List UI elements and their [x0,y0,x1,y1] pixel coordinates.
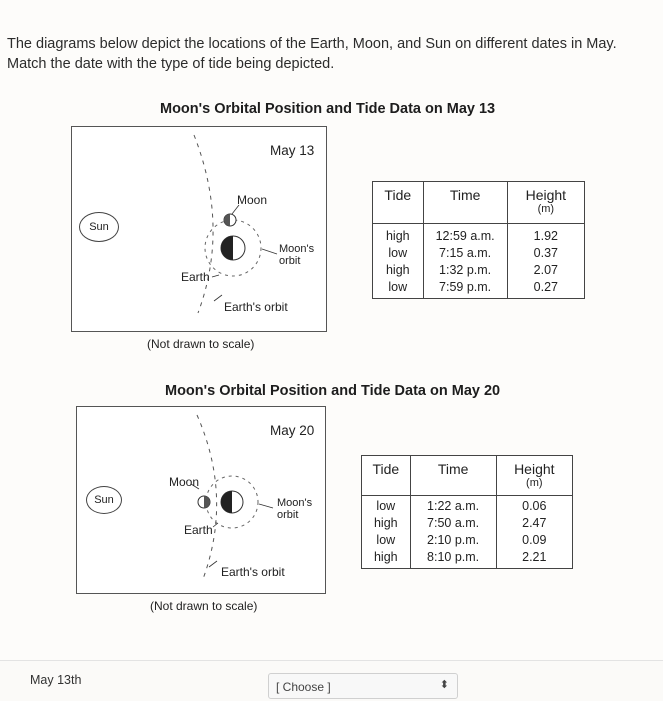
height-cell: 0.37 [507,245,584,262]
question-text: The diagrams below depict the locations of the Earth, Moon, and Sun on different dates in May. Match the date with the type of tide being depicted. [7,36,617,72]
time-cell: 2:10 p.m. [410,532,496,549]
scale-note-may13: (Not drawn to scale) [147,337,255,351]
earths-orbit-path [194,135,213,313]
orbit-diagram-may13 [71,126,327,332]
diagram-title-may20: Moon's Orbital Position and Tide Data on May 20 [165,383,501,399]
time-cell: 1:32 p.m. [423,262,507,279]
table-row [362,549,573,569]
moon-label-may13: Moon [237,193,268,207]
col-header-time: Time [423,182,507,224]
moon-dark-side [224,214,230,226]
tide-cell: high [373,224,424,246]
sun-label-may20: Sun [86,486,122,514]
tide-cell: high [362,549,411,569]
time-cell: 12:59 a.m. [423,224,507,246]
table-row [373,245,585,262]
col-header-height [496,456,572,496]
tide-cell: high [362,515,411,532]
col-header-height [507,182,584,224]
time-cell: 7:15 a.m. [423,245,507,262]
height-cell: 1.92 [507,224,584,246]
height-header-text: Height [514,461,555,477]
orbit-diagram-may20 [76,406,326,594]
earth-dark-side [221,236,233,260]
col-header-tide: Tide [362,456,411,496]
col-header-tide: Tide [373,182,424,224]
height-header-text: Height [525,187,567,203]
date-label-may13: May 13 [270,143,315,158]
table-row [362,515,573,532]
height-unit: (m) [526,477,543,489]
answer-row [0,660,663,701]
updown-arrows-icon: ⬍ [439,679,449,691]
height-cell: 2.07 [507,262,584,279]
earth-label-may13: Earth [181,270,210,284]
tide-cell: low [373,279,424,299]
tide-cell: low [362,532,411,549]
tide-cell: high [373,262,424,279]
earth-dark-side [221,491,232,513]
height-cell: 0.09 [496,532,572,549]
scale-note-may20: (Not drawn to scale) [150,599,258,613]
moons-orbit-label-1-may20: Moon's [277,497,313,509]
tide-cell: low [362,496,411,516]
moons-orbit-label-1-may13: Moon's [279,243,315,255]
col-header-time: Time [410,456,496,496]
table-row [373,279,585,299]
sun-label-may13: Sun [79,212,119,242]
tide-type-select[interactable] [268,673,458,699]
earths-orbit-label-may13: Earth's orbit [224,300,288,314]
select-value: [ Choose ] [276,680,331,694]
time-cell: 7:59 p.m. [423,279,507,299]
height-unit: (m) [537,203,555,215]
height-cell: 2.21 [496,549,572,569]
earths-orbit-label-may20: Earth's orbit [221,565,285,579]
date-label-may20: May 20 [270,423,315,438]
height-cell: 2.47 [496,515,572,532]
diagram-title-may13: Moon's Orbital Position and Tide Data on May 13 [160,101,496,117]
tide-table-may20 [361,455,573,569]
table-row [373,224,585,246]
tide-table-may13 [372,181,585,299]
time-cell: 7:50 a.m. [410,515,496,532]
answer-label: May 13th [30,673,82,687]
height-cell: 0.06 [496,496,572,516]
time-cell: 1:22 a.m. [410,496,496,516]
time-cell: 8:10 p.m. [410,549,496,569]
table-row [362,532,573,549]
table-row [373,262,585,279]
moons-orbit-label-2-may13: orbit [279,255,301,267]
table-row [362,496,573,516]
earth-label-may20: Earth [184,523,213,537]
moon-dark-side [204,496,210,508]
tide-cell: low [373,245,424,262]
moons-orbit-label-2-may20: orbit [277,509,299,521]
moon-label-may20: Moon [169,475,200,489]
height-cell: 0.27 [507,279,584,299]
